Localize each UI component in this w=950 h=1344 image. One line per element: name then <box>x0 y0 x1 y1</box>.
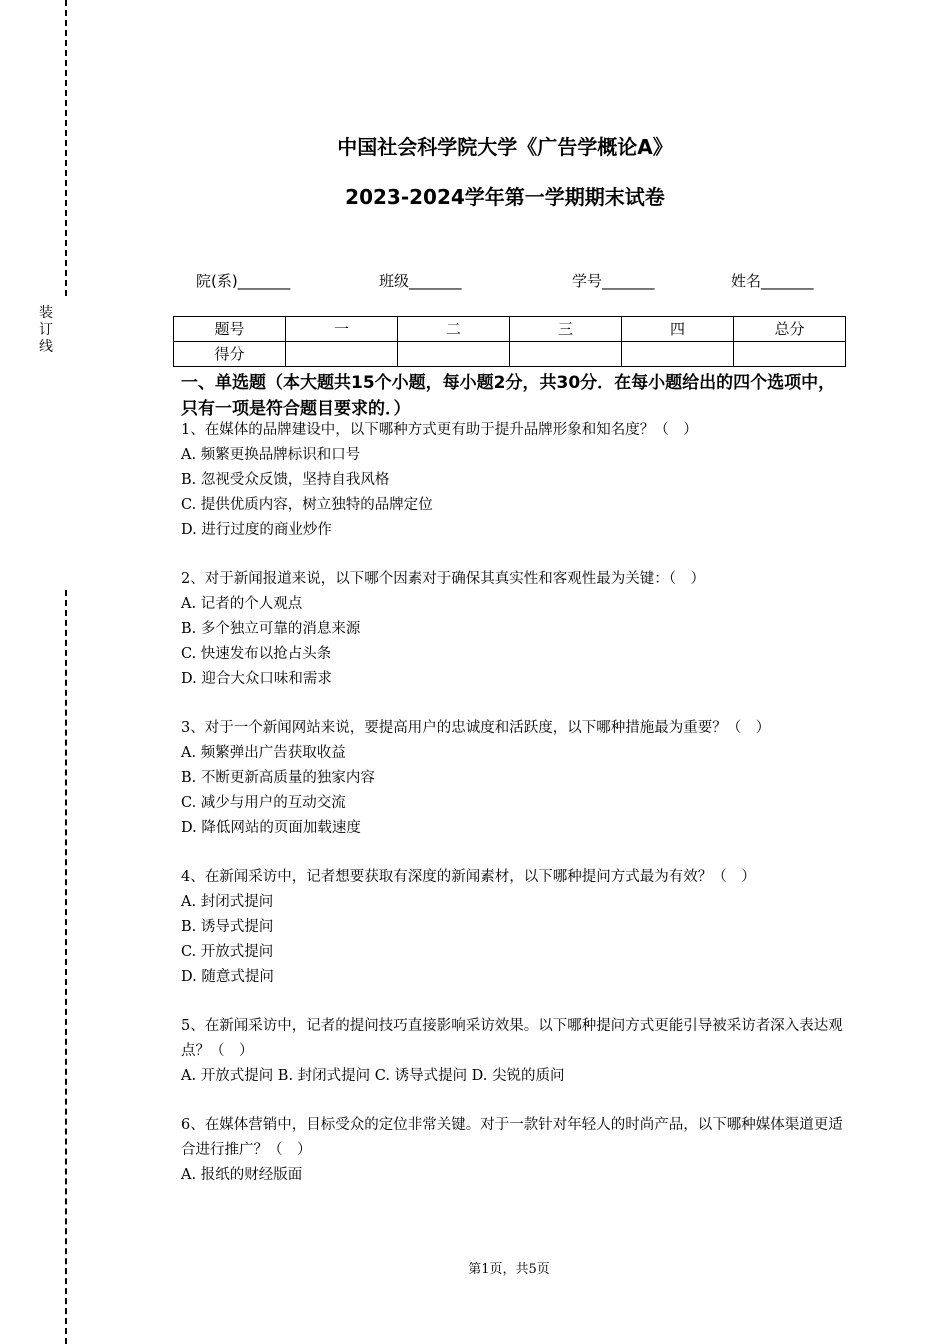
student-id-field: 学号_______ <box>572 272 655 290</box>
question-option: B. 诱导式提问 <box>181 919 274 935</box>
question-option: A. 记者的个人观点 <box>181 596 303 612</box>
student-info-row <box>0 270 950 292</box>
exam-title: 中国社会科学院大学《广告学概论A》 <box>337 135 673 159</box>
score-entry-cell <box>622 342 734 367</box>
score-table-cell: 总分 <box>734 317 846 342</box>
question-option: D. 迎合大众口味和需求 <box>181 671 332 687</box>
question-option: D. 降低网站的页面加载速度 <box>181 820 361 836</box>
binding-char: 装 <box>39 305 53 321</box>
score-entry-cell <box>398 342 510 367</box>
question-option: D. 进行过度的商业炒作 <box>181 522 332 538</box>
score-entry-cell <box>734 342 846 367</box>
question-stem: 3、对于一个新闻网站来说，要提高用户的忠诚度和活跃度，以下哪种措施最为重要？（ ） <box>181 720 771 736</box>
section-heading: 一、单选题（本大题共15个小题，每小题2分，共30分．在每小题给出的四个选项中，只有一项是符合题目要求的．） <box>181 373 836 419</box>
binding-char: 订 <box>39 322 53 338</box>
score-table-cell: 二 <box>398 317 510 342</box>
question-option: C. 提供优质内容，树立独特的品牌定位 <box>181 497 433 513</box>
question-item <box>181 567 851 692</box>
question-option: D. 随意式提问 <box>181 969 274 985</box>
score-table-cell: 得分 <box>174 342 286 367</box>
score-table-cell: 一 <box>286 317 398 342</box>
name-field: 姓名_______ <box>731 272 814 290</box>
score-entry-cell <box>510 342 622 367</box>
question-stem: 5、在新闻采访中，记者的提问技巧直接影响采访效果。以下哪种提问方式更能引导被采访者深入表达观点？（ ） <box>181 1018 843 1059</box>
question-item <box>181 1113 851 1188</box>
class-field: 班级_______ <box>379 272 462 290</box>
score-table-cell: 四 <box>622 317 734 342</box>
score-table-cell: 题号 <box>174 317 286 342</box>
question-option: A. 频繁弹出广告获取收益 <box>181 745 346 761</box>
question-option: B. 多个独立可靠的消息来源 <box>181 621 361 637</box>
score-table-header-row <box>174 317 846 342</box>
question-item <box>181 1014 851 1089</box>
question-option: C. 快速发布以抢占头条 <box>181 646 332 662</box>
question-stem: 6、在媒体营销中，目标受众的定位非常关键。对于一款针对年轻人的时尚产品，以下哪种媒体渠道更适合进行推广？（ ） <box>181 1117 843 1158</box>
question-option: A. 封闭式提问 <box>181 894 274 910</box>
question-item <box>181 865 851 990</box>
question-option: C. 开放式提问 <box>181 944 274 960</box>
score-table <box>173 316 846 367</box>
question-stem: 2、对于新闻报道来说，以下哪个因素对于确保其真实性和客观性最为关键：（ ） <box>181 571 705 587</box>
binding-dashed-line-bottom <box>65 590 67 1344</box>
question-option: A. 频繁更换品牌标识和口号 <box>181 447 361 463</box>
question-option: A. 开放式提问 B. 封闭式提问 C. 诱导式提问 D. 尖锐的质问 <box>181 1068 565 1084</box>
question-option: A. 报纸的财经版面 <box>181 1167 303 1183</box>
score-table-score-row <box>174 342 846 367</box>
question-option: C. 减少与用户的互动交流 <box>181 795 346 811</box>
page-footer: 第1页，共5页 <box>468 1262 550 1277</box>
question-option: B. 忽视受众反馈，坚持自我风格 <box>181 472 390 488</box>
binding-char: 线 <box>39 339 53 355</box>
question-item <box>181 716 851 841</box>
question-stem: 4、在新闻采访中，记者想要获取有深度的新闻素材，以下哪种提问方式最为有效？（ ） <box>181 869 756 885</box>
department-field: 院(系)_______ <box>196 272 291 290</box>
binding-label <box>38 305 54 356</box>
question-stem: 1、在媒体的品牌建设中，以下哪种方式更有助于提升品牌形象和知名度？（ ） <box>181 422 698 438</box>
question-list <box>181 418 851 1212</box>
question-item <box>181 418 851 543</box>
score-entry-cell <box>286 342 398 367</box>
exam-subtitle: 2023-2024学年第一学期期末试卷 <box>345 185 665 209</box>
score-table-cell: 三 <box>510 317 622 342</box>
question-option: B. 不断更新高质量的独家内容 <box>181 770 375 786</box>
